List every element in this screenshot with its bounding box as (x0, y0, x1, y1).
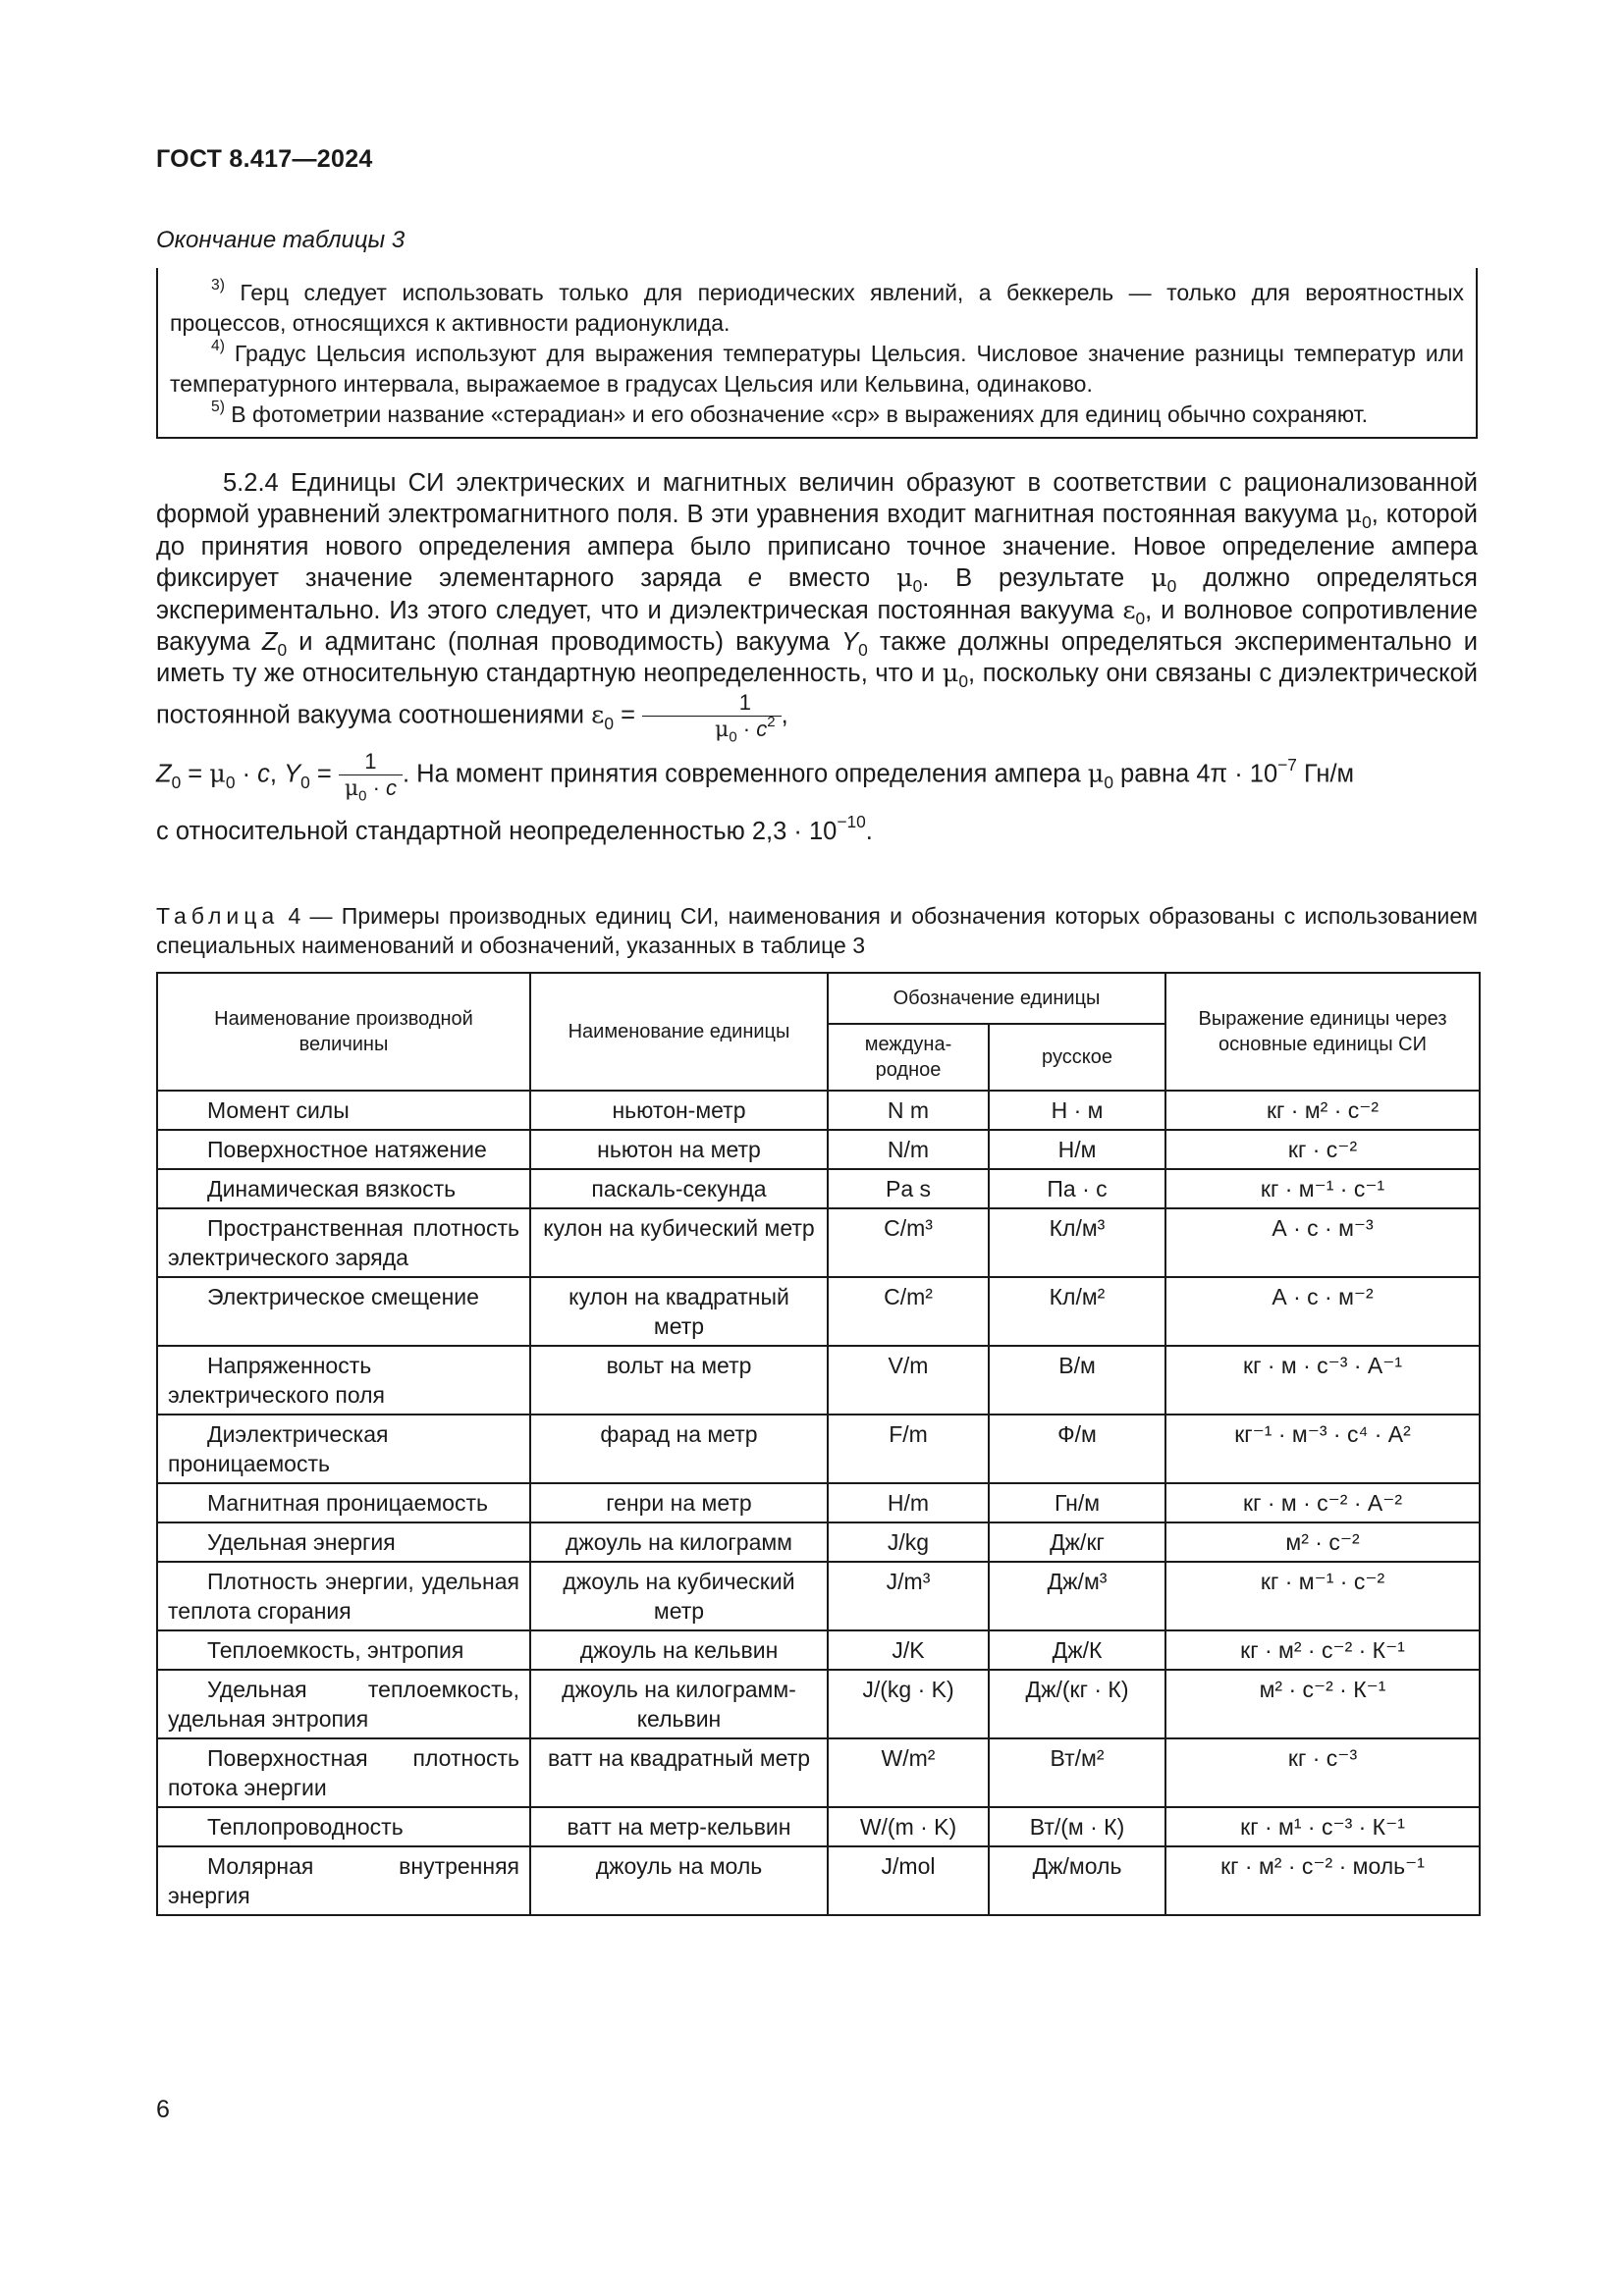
header-quantity: Наименование производной величины (157, 973, 530, 1091)
cell-quantity: Момент силы (157, 1091, 530, 1130)
cell-expression: м² · с⁻² (1165, 1522, 1480, 1562)
cell-unit-name: джоуль на кельвин (530, 1630, 828, 1670)
cell-quantity: Диэлектрическая проницаемость (157, 1415, 530, 1483)
document-code: ГОСТ 8.417—2024 (156, 145, 373, 173)
cell-intl: C/m³ (828, 1208, 989, 1277)
cell-quantity: Напряженность электрического поля (157, 1346, 530, 1415)
header-rus: русское (989, 1024, 1165, 1091)
table-notes (156, 268, 1478, 439)
table-row (157, 1670, 1480, 1738)
table4 (156, 972, 1481, 1916)
table-row (157, 1130, 1480, 1169)
table-row (157, 1807, 1480, 1846)
cell-unit-name: паскаль-секунда (530, 1169, 828, 1208)
cell-rus: Кл/м³ (989, 1208, 1165, 1277)
eps-fraction: $\frac{1}{\mu_0 \cdot c^2}$ (642, 690, 782, 743)
table-row (157, 1415, 1480, 1483)
cell-expression: кг · м² · с⁻² · К⁻¹ (1165, 1630, 1480, 1670)
cell-expression: кг · м¹ · с⁻³ · К⁻¹ (1165, 1807, 1480, 1846)
cell-intl: Pa s (828, 1169, 989, 1208)
cell-expression: кг · м · с⁻² · А⁻² (1165, 1483, 1480, 1522)
cell-unit-name: джоуль на моль (530, 1846, 828, 1915)
note-4: $^{4)}$ Градус Цельсия используют для выражения температуры Цельсия. Числовое значение разницы температур или температурного интервала, выражаемое в градусах Цельсия или Кельвина, одинаково. (170, 338, 1464, 397)
cell-quantity: Пространственная плотность электрического заряда (157, 1208, 530, 1277)
cell-unit-name: джоуль на кубический метр (530, 1562, 828, 1630)
cell-rus: Па · с (989, 1169, 1165, 1208)
cell-rus: Вт/(м · К) (989, 1807, 1165, 1846)
cell-intl: N m (828, 1091, 989, 1130)
note-3: $^{3)}$ Герц следует использовать только для периодических явлений, а беккерель — только для вероятностных процессов, относящихся к активности радионуклида. (170, 277, 1464, 336)
cell-unit-name: ньютон-метр (530, 1091, 828, 1130)
header-intl: междуна-родное (828, 1024, 989, 1091)
cell-quantity: Удельная энергия (157, 1522, 530, 1562)
header-unit-name: Наименование единицы (530, 973, 828, 1091)
table-row (157, 1562, 1480, 1630)
cell-rus: Ф/м (989, 1415, 1165, 1483)
header-expression: Выражение единицы через основные единицы СИ (1165, 973, 1480, 1091)
cell-unit-name: джоуль на килограмм (530, 1522, 828, 1562)
cell-unit-name: кулон на кубический метр (530, 1208, 828, 1277)
cell-expression: кг · м² · с⁻² (1165, 1091, 1480, 1130)
equation-line: $Z_0 = \mu_0 \cdot c$, $Y_0$ = $\frac{1}{\mu_0 \cdot c}$ . На момент принятия современного определения ампера $\mu_0$ равна $4\pi \cdot 10^{-7}$ Гн/м (156, 748, 1355, 805)
cell-rus: В/м (989, 1346, 1165, 1415)
cell-unit-name: фарад на метр (530, 1415, 828, 1483)
note-5: $^{5)}$ В фотометрии название «стерадиан» и его обозначение «ср» в выражениях для единиц обычно сохраняют. (211, 399, 1368, 427)
table-row (157, 1738, 1480, 1807)
cell-quantity: Теплоемкость, энтропия (157, 1630, 530, 1670)
cell-unit-name: ватт на квадратный метр (530, 1738, 828, 1807)
cell-rus: Вт/м² (989, 1738, 1165, 1807)
cell-intl: H/m (828, 1483, 989, 1522)
cell-intl: J/m³ (828, 1562, 989, 1630)
cell-quantity: Теплопроводность (157, 1807, 530, 1846)
cell-quantity: Плотность энергии, удельная теплота сгорания (157, 1562, 530, 1630)
cell-rus: Дж/кг (989, 1522, 1165, 1562)
cell-rus: Н/м (989, 1130, 1165, 1169)
cell-intl: J/(kg · K) (828, 1670, 989, 1738)
cell-quantity: Молярная внутренняя энергия (157, 1846, 530, 1915)
table-row (157, 1630, 1480, 1670)
cell-unit-name: ватт на метр-кельвин (530, 1807, 828, 1846)
cell-rus: Н · м (989, 1091, 1165, 1130)
cell-intl: W/(m · K) (828, 1807, 989, 1846)
cell-unit-name: джоуль на килограмм-кельвин (530, 1670, 828, 1738)
cell-unit-name: ньютон на метр (530, 1130, 828, 1169)
cell-intl: C/m² (828, 1277, 989, 1346)
table-row (157, 1846, 1480, 1915)
cell-unit-name: генри на метр (530, 1483, 828, 1522)
cell-quantity: Электрическое смещение (157, 1277, 530, 1346)
cell-quantity: Динамическая вязкость (157, 1169, 530, 1208)
cell-unit-name: вольт на метр (530, 1346, 828, 1415)
cell-intl: F/m (828, 1415, 989, 1483)
cell-intl: J/kg (828, 1522, 989, 1562)
section-5-2-4 (156, 467, 1478, 847)
table-row (157, 1208, 1480, 1277)
table-row (157, 1277, 1480, 1346)
cell-intl: W/m² (828, 1738, 989, 1807)
prev-table-caption: Окончание таблицы 3 (156, 227, 406, 253)
header-designation: Обозначение единицы (828, 973, 1165, 1024)
table-row (157, 1522, 1480, 1562)
cell-intl: J/mol (828, 1846, 989, 1915)
cell-intl: N/m (828, 1130, 989, 1169)
cell-intl: V/m (828, 1346, 989, 1415)
cell-quantity: Магнитная проницаемость (157, 1483, 530, 1522)
section-paragraph: 5.2.4 Единицы СИ электрических и магнитных величин образуют в соответствии с рационализованной формой уравнений электромагнитного поля. В эти уравнения входит магнитная постоянная вакуума $\mu_0$, которой до принятия нового определения ампера было приписано точное значение. Новое определение ампера фиксирует значение элементарного заряда e вместо $\mu_0$. В результате $\mu_0$ должно определяться экспериментально. Из этого следует, что и диэлектрическая постоянная вакуума $\varepsilon_0$, и волновое сопротивление вакуума $Z_0$ и адмитанс (полная проводимость) вакуума $Y_0$ также должны определяться экспериментально и иметь ту же относительную стандартную неопределенность, что и $\mu_0$, поскольку они связаны с диэлектрической постоянной вакуума соотношениями $\varepsilon_0$ = $\frac{1}{\mu_0 \cdot c^2}$ , (156, 469, 1479, 746)
cell-expression: кг · с⁻² (1165, 1130, 1480, 1169)
table-row (157, 1091, 1480, 1130)
cell-expression: А · с · м⁻³ (1165, 1208, 1480, 1277)
cell-rus: Дж/моль (989, 1846, 1165, 1915)
cell-expression: кг · м⁻¹ · с⁻¹ (1165, 1169, 1480, 1208)
cell-expression: кг · м⁻¹ · с⁻² (1165, 1562, 1480, 1630)
cell-rus: Гн/м (989, 1483, 1165, 1522)
y-fraction: $\frac{1}{\mu_0 \cdot c}$ (339, 749, 403, 802)
uncertainty-line: с относительной стандартной неопределенностью $2,3 \cdot 10^{-10}$. (156, 812, 873, 845)
cell-rus: Дж/К (989, 1630, 1165, 1670)
table-row (157, 1483, 1480, 1522)
cell-quantity: Удельная теплоемкость, удельная энтропия (157, 1670, 530, 1738)
cell-rus: Дж/(кг · К) (989, 1670, 1165, 1738)
table-row (157, 1169, 1480, 1208)
cell-quantity: Поверхностная плотность потока энергии (157, 1738, 530, 1807)
table4-caption: Таблица 4 — Примеры производных единиц СИ, наименования и обозначения которых образованы с использованием специальных наименований и обозначений, указанных в таблице 3 (156, 903, 1478, 958)
cell-expression: А · с · м⁻² (1165, 1277, 1480, 1346)
cell-expression: м² · с⁻² · К⁻¹ (1165, 1670, 1480, 1738)
cell-unit-name: кулон на квадратный метр (530, 1277, 828, 1346)
cell-quantity: Поверхностное натяжение (157, 1130, 530, 1169)
cell-expression: кг · м² · с⁻² · моль⁻¹ (1165, 1846, 1480, 1915)
cell-expression: кг · с⁻³ (1165, 1738, 1480, 1807)
table-row (157, 1346, 1480, 1415)
cell-rus: Кл/м² (989, 1277, 1165, 1346)
cell-expression: кг⁻¹ · м⁻³ · с⁴ · А² (1165, 1415, 1480, 1483)
cell-rus: Дж/м³ (989, 1562, 1165, 1630)
cell-intl: J/K (828, 1630, 989, 1670)
cell-expression: кг · м · с⁻³ · А⁻¹ (1165, 1346, 1480, 1415)
page-number: 6 (156, 2096, 170, 2123)
